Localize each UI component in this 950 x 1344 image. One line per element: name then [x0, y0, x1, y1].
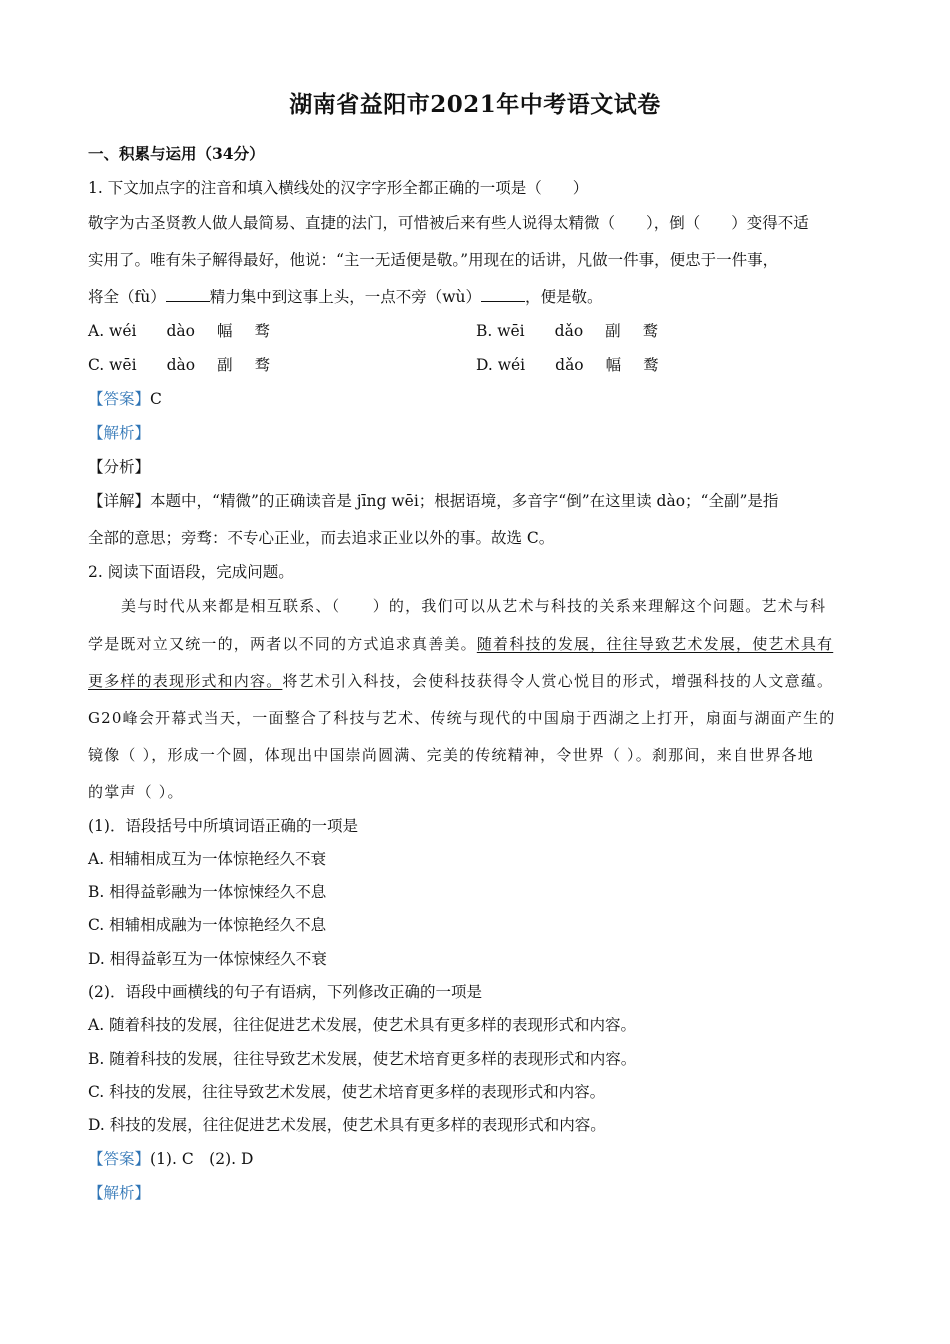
- answer-tag: 【答案】: [88, 390, 151, 408]
- q2-passage-line: 美与时代从来都是相互联系、（ ）的，我们可以从艺术与科技的关系来理解这个问题。艺术与科: [121, 597, 827, 615]
- answer-value: C: [150, 390, 162, 408]
- q2-sub1-option-a: A. 相辅相成互为一体惊艳经久不衰: [88, 850, 327, 868]
- q2-sub1-option-b: B. 相得益彰融为一体惊悚经久不息: [88, 883, 327, 901]
- q1-option-a: A. wéi dào 幅 骛: [88, 322, 270, 340]
- q1-passage-line: 敬字为古圣贤教人做人最简易、直捷的法门，可惜被后来有些人说得太精微（ ），倒（ ）变得不适: [88, 214, 809, 232]
- q1-passage-line: 实用了。唯有朱子解得最好，他说：“主一无适便是敬。”用现在的话讲，凡做一件事，便忠于一件事，: [88, 251, 779, 269]
- q2-sub2-option-c: C. 科技的发展，往往导致艺术发展，使艺术培育更多样的表现形式和内容。: [88, 1083, 606, 1101]
- q2-sub1-stem: (1)．语段括号中所填词语正确的一项是: [88, 817, 358, 835]
- underlined-sentence: 更多样的表现形式和内容。: [88, 672, 283, 690]
- q2-sub1-option-d: D. 相得益彰互为一体惊悚经久不衰: [88, 950, 327, 968]
- q1-stem: 1. 下文加点字的注音和填入横线处的汉字字形全都正确的一项是（ ）: [88, 179, 589, 197]
- q2-sub2-option-b: B. 随着科技的发展，往往导致艺术发展，使艺术培育更多样的表现形式和内容。: [88, 1050, 637, 1068]
- q2-sub2-option-d: D. 科技的发展，往往促进艺术发展，使艺术具有更多样的表现形式和内容。: [88, 1116, 606, 1134]
- q2-sub2-option-a: A. 随着科技的发展，往往促进艺术发展，使艺术具有更多样的表现形式和内容。: [88, 1016, 637, 1034]
- q1-option-c: C. wēi dào 副 骛: [88, 356, 271, 374]
- passage-text: 精力集中到这事上头，一点不旁（wù）: [209, 288, 481, 306]
- underlined-sentence: 随着科技的发展，往往导致艺术发展，使艺术具有: [476, 635, 834, 653]
- fill-blank: [481, 287, 525, 302]
- q1-analysis-tag: 【解析】: [88, 424, 151, 442]
- q2-passage-line: G20峰会开幕式当天，一面整合了科技与艺术、传统与现代的中国扇于西湖之上打开，扇面与湖面产生的: [88, 709, 836, 727]
- q2-answer: [88, 1149, 253, 1169]
- q1-option-d: D. wéi dǎo 幅 鹜: [476, 356, 659, 374]
- detail-tag: 【详解】: [88, 492, 151, 510]
- q2-sub2-stem: (2)．语段中画横线的句子有语病，下列修改正确的一项是: [88, 983, 482, 1001]
- q1-passage-line: [88, 287, 603, 307]
- q2-passage-line: 镜像（ ），形成一个圆，体现出中国崇尚圆满、完美的传统精神，令世界（ ）。刹那间，来自世界各地: [88, 746, 814, 764]
- passage-text: 将全（fù）: [88, 288, 166, 306]
- passage-text: ，便是敬。: [525, 288, 603, 306]
- q1-fenxi-tag: 【分析】: [88, 458, 151, 476]
- q2-passage-line: 学是既对立又统一的，两者以不同的方式追求真善美。随着科技的发展，往往导致艺术发展，使艺术具有: [88, 635, 834, 653]
- section-heading: 一、积累与运用（34分）: [88, 144, 265, 163]
- q2-passage-line: 更多样的表现形式和内容。将艺术引入科技，会使科技获得令人赏心悦目的形式，增强科技的人文意蕴。: [88, 672, 834, 690]
- page-title: 湖南省益阳市2021年中考语文试卷: [289, 91, 661, 118]
- fill-blank: [166, 287, 210, 302]
- q2-passage-line: 的掌声（ ）。: [88, 783, 184, 801]
- q1-detail-line: [88, 491, 778, 511]
- q1-detail-line: 全部的意思；旁骛：不专心正业，而去追求正业以外的事。故选 C。: [88, 529, 555, 547]
- q1-answer: [88, 389, 162, 409]
- q1-option-b: B. wēi dǎo 副 鹜: [476, 322, 659, 340]
- q2-stem: 2. 阅读下面语段，完成问题。: [88, 563, 294, 581]
- q2-analysis-tag: 【解析】: [88, 1184, 151, 1202]
- q2-sub1-option-c: C. 相辅相成融为一体惊艳经久不息: [88, 916, 327, 934]
- answer-value: (1). C (2). D: [150, 1150, 254, 1168]
- detail-text: 本题中，“精微”的正确读音是 jīng wēi；根据语境，多音字“倒”在这里读 dào；“全副”是指: [150, 492, 779, 510]
- answer-tag: 【答案】: [88, 1150, 151, 1168]
